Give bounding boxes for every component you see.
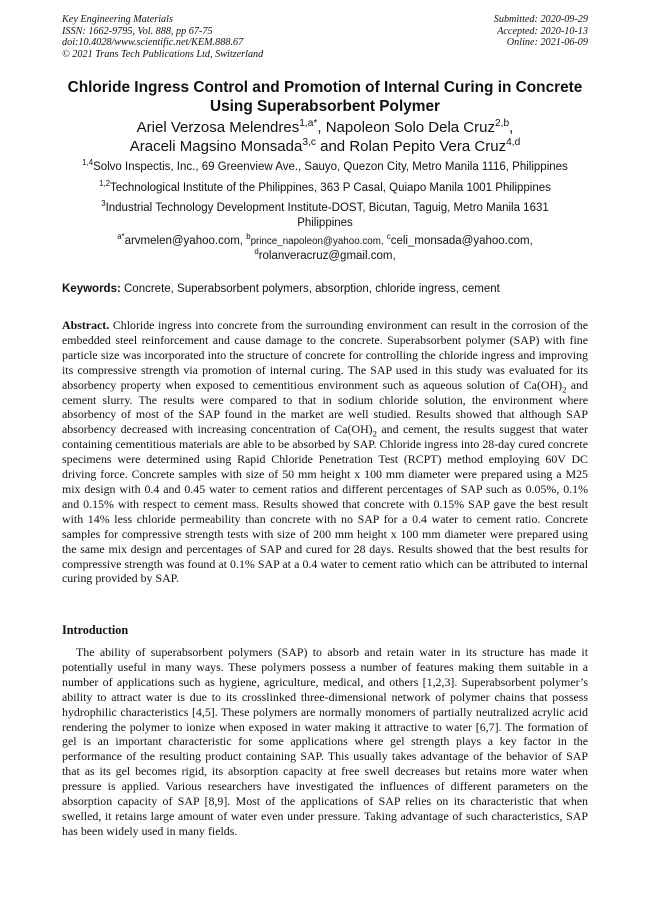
subscript: 2: [562, 384, 567, 394]
affiliation-text: Solvo Inspectis, Inc., 69 Greenview Ave., Sauyo, Quezon City, Metro Manila 1116, Philippines: [93, 161, 568, 173]
email-address[interactable]: prince_napoleon@yahoo.com,: [250, 236, 384, 247]
email-address[interactable]: arvmelen@yahoo.com,: [124, 235, 243, 247]
affiliation-text: Technological Institute of the Philippines, 363 P Casal, Quiapo Manila 1001 Philippines: [109, 182, 551, 194]
author-emails: [40, 234, 610, 263]
journal-info: [62, 14, 263, 60]
email-superscript: c: [386, 232, 391, 242]
affiliation-text: Industrial Technology Development Institute-DOST, Bicutan, Taguig, Metro Manila 1631: [105, 202, 549, 214]
author-superscript: 3,c: [302, 137, 316, 148]
email-address[interactable]: celi_monsada@yahoo.com,: [390, 235, 533, 247]
author-superscript: 1,a*: [299, 118, 318, 129]
journal-name: Key Engineering Materials: [62, 14, 173, 25]
keywords-line: [62, 283, 588, 295]
author-name: Araceli Magsino Monsada: [129, 138, 303, 155]
journal-copyright: © 2021 Trans Tech Publications Ltd, Switzerland: [62, 48, 264, 60]
affiliation-3: [40, 201, 610, 231]
abstract-label: Abstract.: [62, 318, 110, 332]
title-line-2: Using Superabsorbent Polymer: [209, 98, 441, 115]
email-superscript: d: [254, 247, 259, 257]
affiliation-superscript: 1,4: [82, 158, 94, 168]
author-separator: and: [320, 138, 346, 155]
submitted-date: Submitted: 2020-09-29: [493, 14, 588, 25]
abstract-text-2: and cement slurry. The results were compared to that in sodium chloride solution, the environment where absorbency of most of the SAP found in the market are well studied. Results showed that although SAP absorbency decreased with increasing concentration of Ca(OH): [62, 377, 588, 437]
paper-title: [40, 78, 610, 116]
online-date: Online: 2021-06-09: [506, 37, 588, 49]
author-name: Napoleon Solo Dela Cruz: [325, 119, 495, 136]
abstract-text-1: Chloride ingress into concrete from the surrounding environment can result in the corrosion of the embedded steel reinforcement and cause damage to the concrete. Superabsorbent polymer (SAP) with fine particle size was incorporated into the structure of concrete for controlling the chloride ingress and improving its compressive strength via promotion of internal curing. The SAP used in this study was evaluated for its absorbency property when exposed to cementitious environment such as aqueous solution of Ca(OH): [62, 318, 588, 392]
author-separator: ,: [317, 119, 322, 136]
affiliation-text-continued: Philippines: [297, 217, 353, 229]
abstract-text-3: and cement, the results suggest that water containing cementitious materials are able to be absorbed by SAP. Chloride ingress into 28-day cured concrete specimens were determined using Rapid Chloride Penetration Test (RCPT) method employing 60V DC driving force. Concrete samples with size of 50 mm height x 100 mm diameter were prepared using a M25 mix design with 0.4 and 0.45 water to cement ratios and different percentages of SAP such as 0.05%, 0.1% and 0.15% with respect to cement mass. Results showed that concrete with 0.15% SAP gave the best result with 14% less chloride permeability than concrete with no SAP for a 0.4 water to cement ratio. Concrete samples for compressive strength tests with size of 200 mm height x 100 mm diameter were prepared using the same mix design and percentages of SAP and cured for 28 days. Results showed that the best results for compressive strength was found at 0.1% SAP at a 0.4 water to cement ratio which can be attributed to internal curing provided by SAP.: [62, 422, 588, 586]
email-address[interactable]: rolanveracruz@gmail.com,: [258, 250, 396, 262]
author-separator: ,: [509, 119, 514, 136]
affiliation-superscript: 1,2: [99, 179, 110, 189]
keywords-label: Keywords:: [62, 283, 121, 295]
introduction-paragraph: The ability of superabsorbent polymers (SAP) to absorb and retain water in its structure has made it potentially useful in many ways. These polymers possess a number of features making them suitable in a number of applications such as hygiene, agriculture, medical, and others [1,2,3]. Superabsorbent polymer’s ability to attract water is due to its crosslinked three-dimensional network of polymer chains that possess hydrophilic characteristics [4,5]. These polymers are normally monomers of partially neutralized acrylic acid rendering the polymer to ionize when exposed in water making it attractive to water [6,7]. The formation of gel is an important characteristic for some applications where gel strength plays a key factor in the performance of the resulting product containing SAP. This usually takes advantage of the behavior of SAP that as its gel becomes rigid, its absorption capacity at free swell decreases but retains more water when pressure is applied. Various researchers have investigated the influences of different parameters on the absorption capacity of SAP [8,9]. Most of the applications of SAP relies on its characteristic that when swelled, it retains large amount of water even under pressure. Taking advantage of such characteristics, SAP has been widely used in many fields.: [62, 645, 588, 838]
affiliation-1: [40, 160, 610, 175]
author-superscript: 4,d: [506, 137, 521, 148]
journal-doi: doi:10.4028/www.scientific.net/KEM.888.67: [62, 37, 244, 49]
abstract: [62, 318, 588, 586]
author-name: Ariel Verzosa Melendres: [136, 119, 300, 136]
author-superscript: 2,b: [494, 118, 510, 129]
author-list: [30, 118, 620, 156]
journal-issn: ISSN: 1662-9795, Vol. 888, pp 67-75: [62, 25, 213, 37]
accepted-date: Accepted: 2020-10-13: [497, 25, 588, 37]
subscript: 2: [372, 428, 377, 439]
affiliation-superscript: 3: [101, 199, 106, 209]
keywords-text: Concrete, Superabsorbent polymers, absorption, chloride ingress, cement: [124, 283, 500, 295]
publication-dates: [494, 14, 588, 49]
section-heading-introduction: Introduction: [62, 623, 129, 637]
title-line-1: Chloride Ingress Control and Promotion of Internal Curing in Concrete: [67, 79, 583, 96]
affiliation-2: [40, 181, 610, 196]
email-superscript: b: [246, 232, 251, 242]
email-superscript: a*: [117, 232, 125, 242]
author-name: Rolan Pepito Vera Cruz: [349, 138, 507, 155]
